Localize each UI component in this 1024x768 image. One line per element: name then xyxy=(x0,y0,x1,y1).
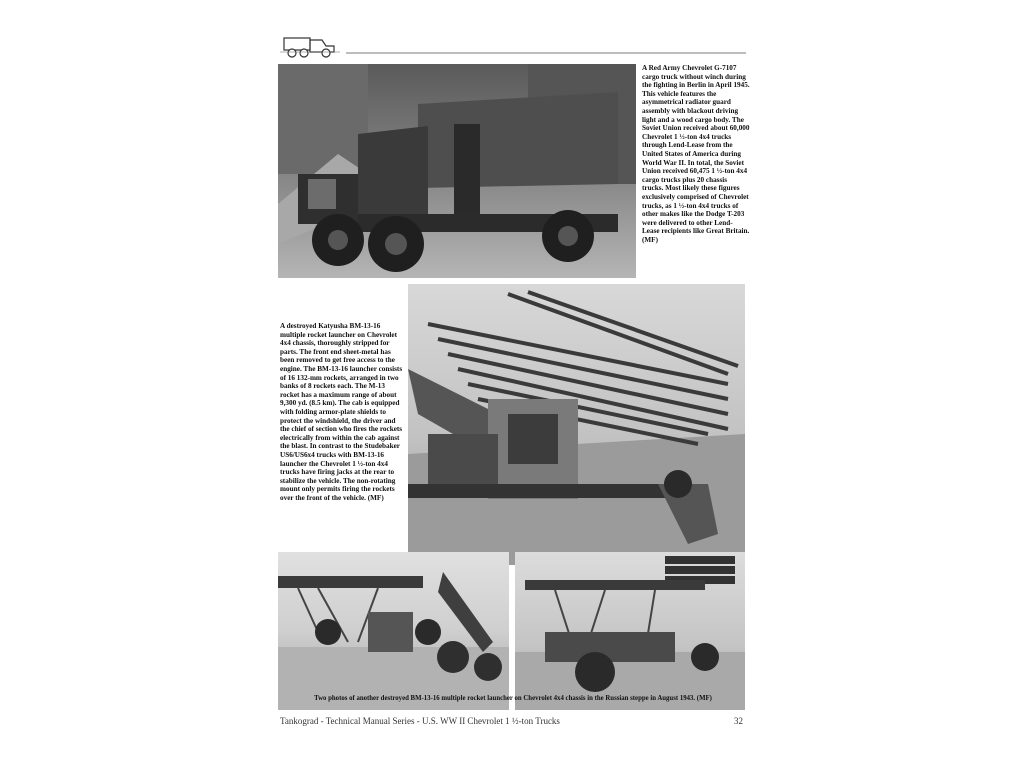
caption-katyusha: A destroyed Katyusha BM-13-16 multiple rocket launcher on Chevrolet 4x4 chassis, thoroughly stripped for parts. The front end sheet-metal has been removed to get free access to the engine. The BM-13-16 launcher consists of 16 132-mm rockets, arranged in two banks of 8 rockets each. The M-13 rocket has a maximum range of about 9,300 yd. (8.5 km). The cab is equipped with folding armor-plate shields to protect the windshield, the driver and the chief of section who fires the rockets electrically from within the cab against the blast. In contrast to the Studebaker US6/US6x4 trucks with BM-13-16 launcher the Chevrolet 1 ½-ton 4x4 trucks have firing jacks at the rear to stabilize the vehicle. The non-rotating mount only permits firing the rockets over the front of the vehicle. (MF) xyxy=(280,322,403,502)
page-number: 32 xyxy=(734,716,743,726)
photo-bm13-right xyxy=(515,552,745,710)
photo-katyusha-launcher xyxy=(408,284,745,565)
caption-bottom-photos: Two photos of another destroyed BM-13-16 multiple rocket launcher on Chevrolet 4x4 chassis in the Russian steppe in August 1943. (MF) xyxy=(314,695,712,702)
photo-bm13-left xyxy=(278,552,509,710)
document-page xyxy=(270,18,755,740)
caption-cargo-truck: A Red Army Chevrolet G-7107 cargo truck without winch during the fighting in Berlin in April 1945. This vehicle features the asymmetrical radiator guard assembly with blackout driving light and a wood cargo body. The Soviet Union received about 60,000 Chevrolet 1 ½-ton 4x4 trucks through Lend-Lease from the United States of America during World War II. In total, the Soviet Union received 60,475 1 ½-ton 4x4 cargo trucks plus 20 chassis trucks. Most likely these figures exclusively comprised of Chevrolet trucks, as 1 ½-ton 4x4 trucks of other makes like the Dodge T-203 were delivered to other Lend-Lease recipients like Great Britain. (MF) xyxy=(642,64,750,244)
header-rule xyxy=(346,52,746,54)
truck-logo-icon xyxy=(278,26,342,60)
page-footer-title: Tankograd - Technical Manual Series - U.S. WW II Chevrolet 1 ½-ton Trucks xyxy=(280,716,560,726)
photo-cargo-truck-berlin xyxy=(278,64,636,278)
